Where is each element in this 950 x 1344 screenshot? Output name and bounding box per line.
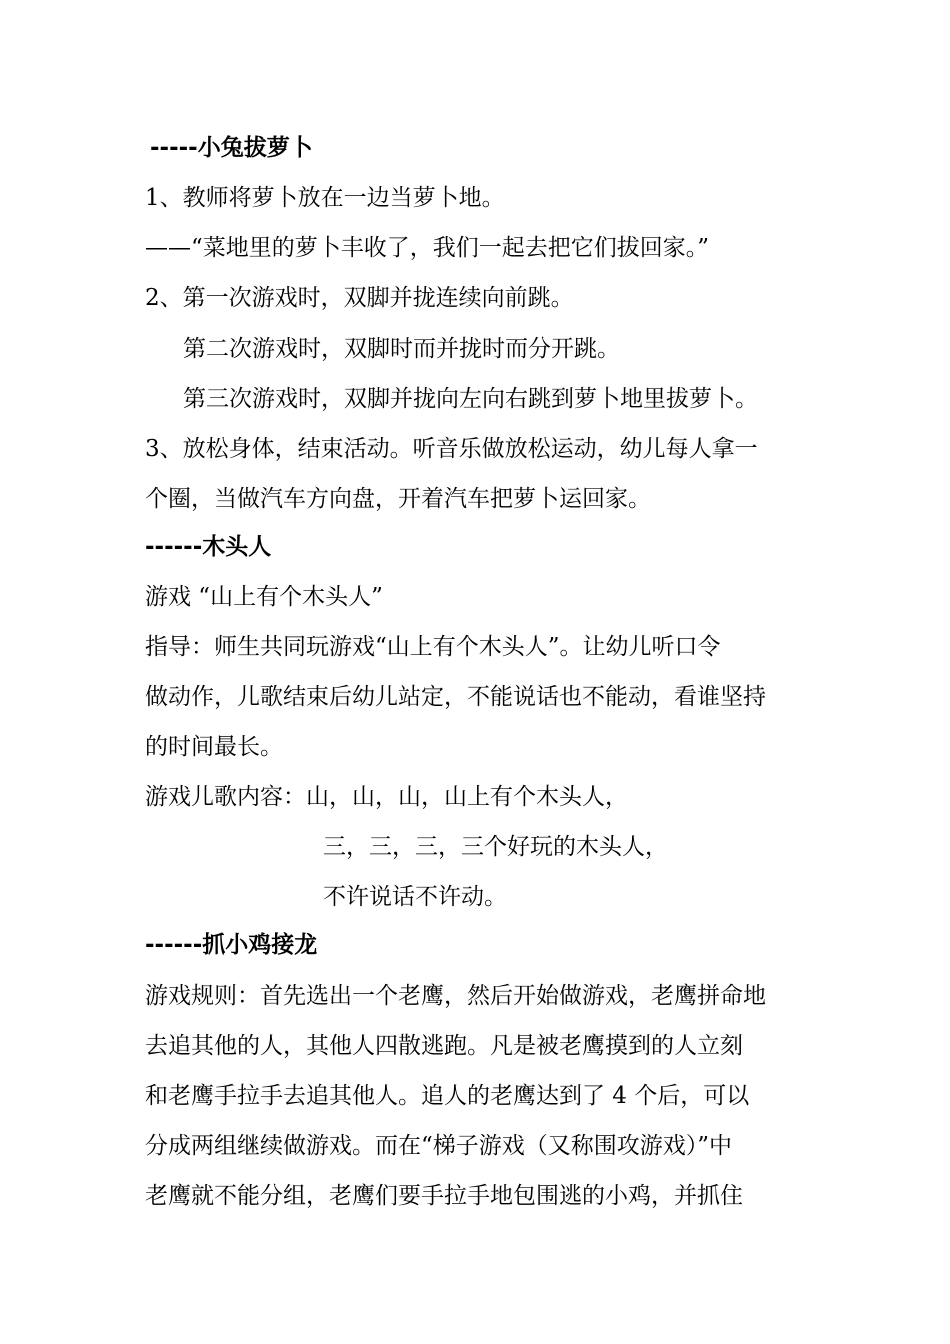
paragraph-line: 个圈，当做汽车方向盘，开着汽车把萝卜运回家。 [145, 486, 651, 512]
paragraph-line: 去追其他的人，其他人四散逃跑。凡是被老鹰摸到的人立刻 [145, 1033, 743, 1059]
paragraph-line: 第二次游戏时，双脚时而并拢时而分开跳。 [183, 336, 620, 362]
paragraph-line: 游戏 “山上有个木头人” [145, 584, 383, 610]
paragraph-line: 不许说话不许动。 [323, 884, 507, 910]
paragraph-line: 3、放松身体，结束活动。听音乐做放松运动，幼儿每人拿一 [145, 436, 758, 462]
paragraph-line: 的时间最长。 [145, 734, 283, 760]
paragraph-line: 游戏儿歌内容：山，山，山，山上有个木头人， [145, 784, 628, 810]
paragraph-line: 和老鹰手拉手去追其他人。追人的老鹰达到了 4 个后，可以 [145, 1083, 750, 1109]
paragraph-line: 老鹰就不能分组，老鹰们要手拉手地包围逃的小鸡，并抓住 [145, 1183, 743, 1209]
section-title-catch-chicks: ------抓小鸡接龙 [145, 932, 318, 958]
paragraph-line: 1、教师将萝卜放在一边当萝卜地。 [145, 185, 505, 211]
paragraph-line: 做动作，儿歌结束后幼儿站定，不能说话也不能动，看谁坚持 [145, 684, 766, 710]
paragraph-line: 分成两组继续做游戏。而在“梯子游戏（又称围攻游戏）”中 [145, 1133, 733, 1159]
paragraph-line: 游戏规则：首先选出一个老鹰，然后开始做游戏，老鹰拼命地 [145, 983, 766, 1009]
paragraph-line: 三，三，三，三个好玩的木头人， [323, 834, 668, 860]
paragraph-line: 第三次游戏时，双脚并拢向左向右跳到萝卜地里拔萝卜。 [183, 386, 758, 412]
paragraph-line: 指导：师生共同玩游戏“山上有个木头人”。让幼儿听口令 [145, 634, 721, 660]
section-title-wooden-man: ------木头人 [145, 534, 272, 560]
paragraph-line: 2、第一次游戏时，双脚并拢连续向前跳。 [145, 285, 574, 311]
paragraph-line: ——“菜地里的萝卜丰收了，我们一起去把它们拔回家。” [145, 235, 710, 261]
section-title-rabbit: -----小兔拔萝卜 [150, 135, 313, 161]
